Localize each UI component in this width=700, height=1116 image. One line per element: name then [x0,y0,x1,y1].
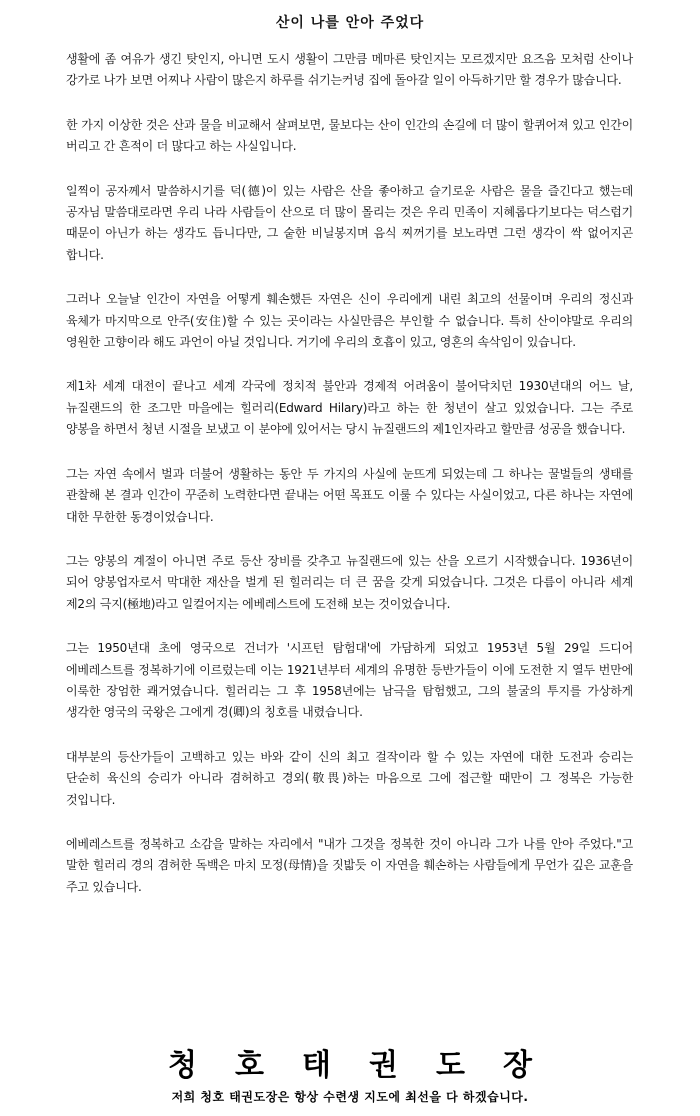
document-body [66,49,633,921]
paragraph: 생활에 좀 여유가 생긴 탓인지, 아니면 도시 생활이 그만큼 메마른 탓인지는 모르겠지만 요즈음 모처럼 산이나 강가로 나가 보면 어찌나 사람이 많은지 하루를 쉬기는커녕 집에 돌아갈 일이 아득하기만 할 경우가 많습니다. [66,52,633,88]
paragraph: 그러나 오늘날 인간이 자연을 어떻게 훼손했든 자연은 신이 우리에게 내린 최고의 선물이며 우리의 정신과 육체가 마지막으로 안주(安住)할 수 있는 곳이라는 사실만큼은 부인할 수 없습니다. 특히 산이야말로 우리의 영원한 고향이라 해도 과언이 아닐 것입니다. 거기에 우리의 호흡이 있고, 영혼의 속삭임이 있습니다. [66,292,633,350]
paragraph: 한 가지 이상한 것은 산과 물을 비교해서 살펴보면, 물보다는 산이 인간의 손길에 더 많이 할퀴어져 있고 인간이 버리고 간 흔적이 더 많다고 하는 사실입니다. [66,117,633,154]
document-title: 산이 나를 안아 주었다 [275,15,425,31]
paragraph: 그는 1950년대 초에 영국으로 건너가 '시프턴 탐험대'에 가담하게 되었고 1953년 5월 29일 드디어 에베레스트를 정복하기에 이르렀는데 이는 1921년부터 세계의 유명한 등반가들이 이에 도전한 지 열두 번만에 이룩한 장엄한 쾌거였습니다. 힐러리는 그 후 1958년에는 남극을 탐험했고, 그의 불굴의 투지를 가상하게 생각한 영국의 국왕은 그에게 경(卿)의 칭호를 내렸습니다. [66,641,633,720]
paragraph: 그는 양봉의 계절이 아니면 주로 등산 장비를 갖추고 뉴질랜드에 있는 산을 오르기 시작했습니다. 1936년이 되어 양봉업자로서 막대한 재산을 벌게 된 힐러리는 더 큰 꿈을 갖게 되었습니다. 그것은 다름이 아니라 세계 제2의 극지(極地)라고 일컬어지는 에베레스트에 도전해 보는 것이었습니다. [66,553,633,611]
footer-slogan: 저희 청호 태권도장은 항상 수련생 지도에 최선을 다 하겠습니다. [171,1090,529,1104]
paragraph: 제1차 세계 대전이 끝나고 세계 각국에 정치적 불안과 경제적 어려움이 불어닥치던 1930년대의 어느 날, 뉴질랜드의 한 조그만 마을에는 힐러리(Edward Hilary)라고 하는 한 청년이 살고 있었습니다. 그는 주로 양봉을 하면서 청년 시절을 보냈고 이 분야에 있어서는 당시 뉴질랜드의 제1인자라고 할만큼 성공을 했습니다. [66,379,633,437]
paragraph: 대부분의 등산가들이 고백하고 있는 바와 같이 신의 최고 걸작이라 할 수 있는 자연에 대한 도전과 승리는 단순히 육신의 승리가 아니라 겸허하고 경외(敬畏)하는 마음으로 그에 접근할 때만이 그 정복은 가능한 것입니다. [66,749,633,807]
paragraph: 일찍이 공자께서 말씀하시기를 덕(德)이 있는 사람은 산을 좋아하고 슬기로운 사람은 물을 즐긴다고 했는데 공자님 말씀대로라면 우리 나라 사람들이 산으로 더 많이 몰리는 것은 우리 민족이 지혜롭다기보다는 덕스럽기 때문이 아닌가 하는 생각도 듭니다만, 그 숱한 비닐봉지며 음식 찌꺼기를 보노라면 그런 생각이 싹 없어지곤 합니다. [66,183,633,262]
paragraph: 에베레스트를 정복하고 소감을 말하는 자리에서 "내가 그것을 정복한 것이 아니라 그가 나를 안아 주었다."고 말한 힐러리 경의 겸허한 독백은 마치 모정(母情)을 짓밟듯 이 자연을 훼손하는 사람들에게 무언가 깊은 교훈을 주고 있습니다. [66,836,633,894]
paragraph: 그는 자연 속에서 벌과 더불어 생활하는 동안 두 가지의 사실에 눈뜨게 되었는데 그 하나는 꿀벌들의 생태를 관찰해 본 결과 인간이 꾸준히 노력한다면 끝내는 어떤 목표도 이룰 수 있다는 사실이었고, 다른 하나는 자연에 대한 무한한 동경이었습니다. [66,466,633,524]
footer-brand: 청호태권도장 [168,1048,570,1083]
